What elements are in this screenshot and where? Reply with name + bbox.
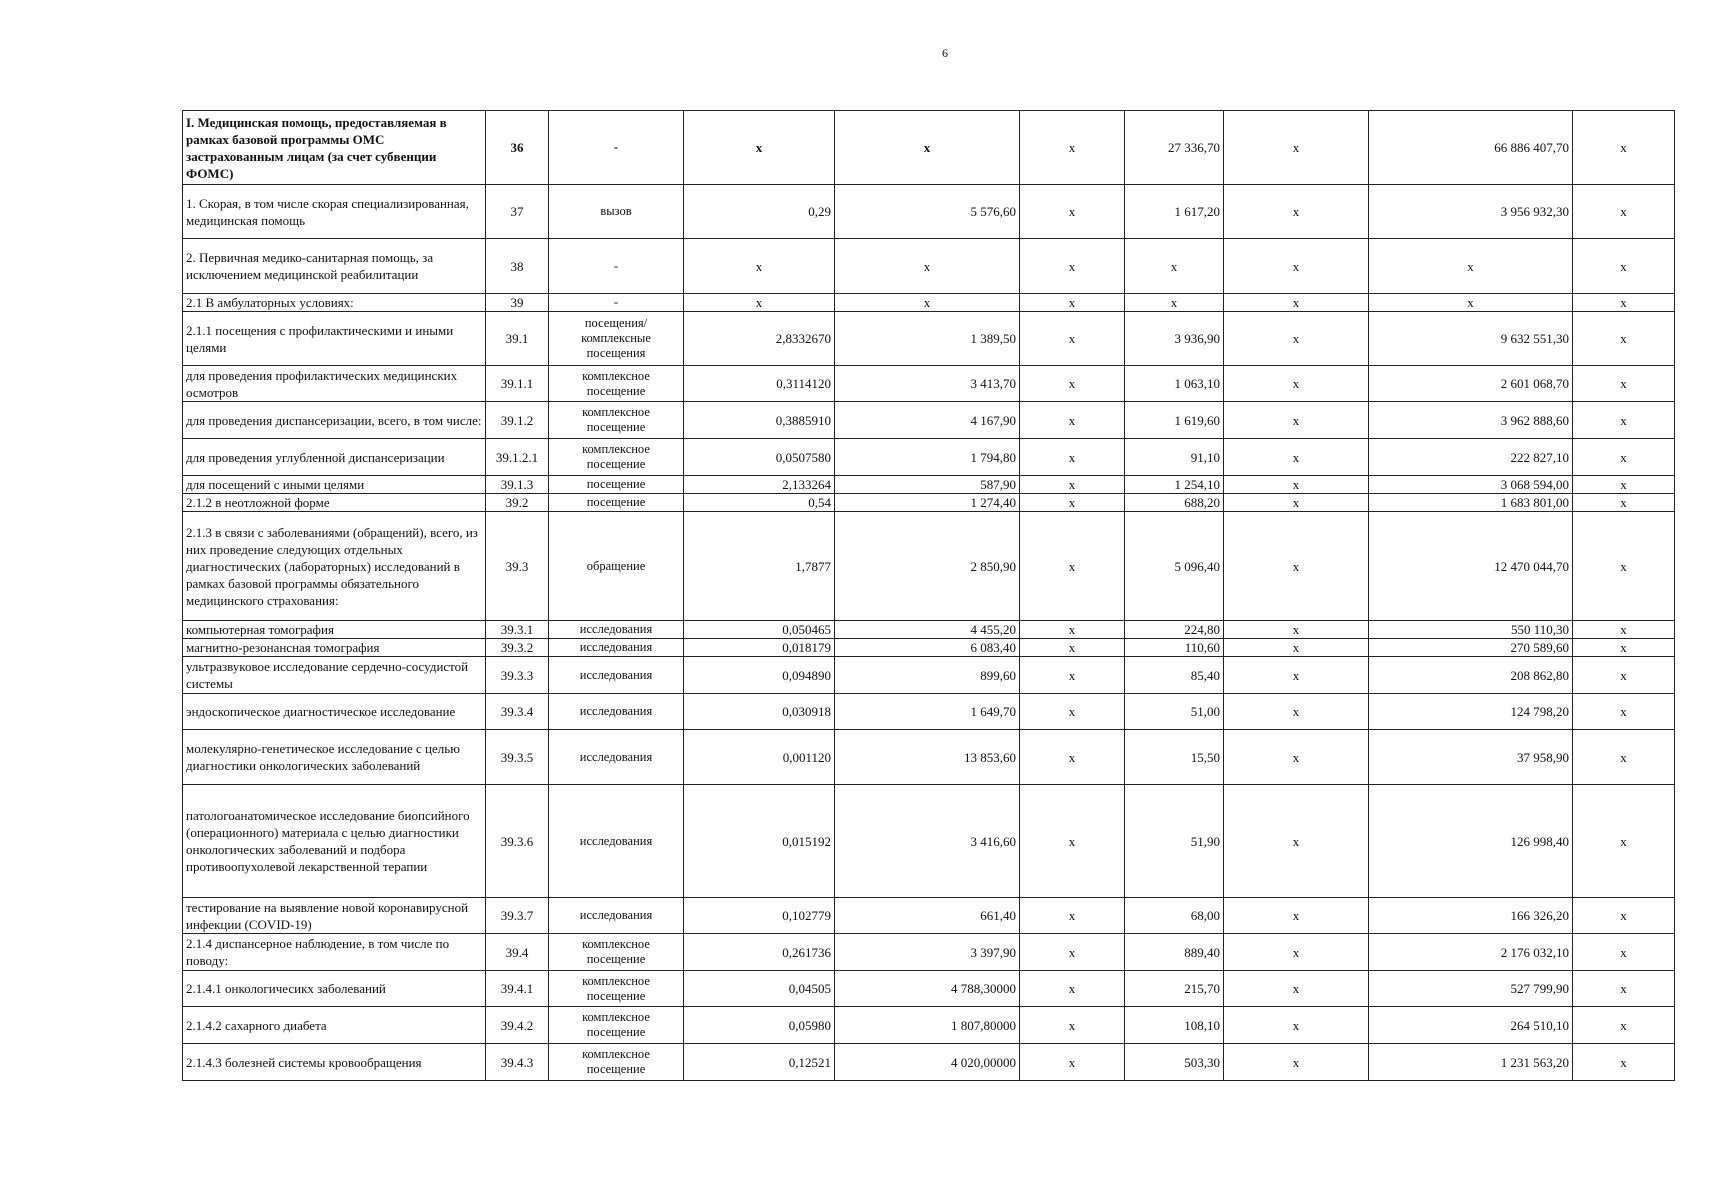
cell-row-number: 37 [486, 185, 549, 239]
cell-unit: исследования [549, 657, 684, 694]
cell-budget-total: x [1224, 1044, 1369, 1081]
cell-name: 2.1.4.3 болезней системы кровообращения [183, 1044, 486, 1081]
cell-budget-per-capita: x [1020, 366, 1125, 402]
cell-oms-total: 12 470 044,70 [1369, 512, 1573, 621]
cell-name: 2.1.4 диспансерное наблюдение, в том числе по поводу: [183, 934, 486, 971]
cell-budget-per-capita: x [1020, 512, 1125, 621]
cell-share: x [1573, 657, 1675, 694]
table-row [183, 476, 1675, 494]
cell-name: для проведения диспансеризации, всего, в том числе: [183, 402, 486, 439]
cell-oms-total: 3 962 888,60 [1369, 402, 1573, 439]
cell-name: 2.1.3 в связи с заболеваниями (обращений), всего, из них проведение следующих отдельных диагностических (лабораторных) исследований в рамках базовой программы обязательного медицинского страхования: [183, 512, 486, 621]
cell-unit: - [549, 294, 684, 312]
cell-budget-per-capita: x [1020, 971, 1125, 1007]
cell-budget-per-capita: x [1020, 239, 1125, 294]
cell-budget-per-capita: x [1020, 621, 1125, 639]
cell-budget-total: x [1224, 657, 1369, 694]
cell-row-number: 38 [486, 239, 549, 294]
cell-budget-total: x [1224, 621, 1369, 639]
cell-unit: комплексное посещение [549, 402, 684, 439]
cell-volume-norm: 0,015192 [684, 785, 835, 898]
cell-oms-total: 1 683 801,00 [1369, 494, 1573, 512]
cell-name: тестирование на выявление новой коронавирусной инфекции (COVID-19) [183, 898, 486, 934]
cell-share: x [1573, 294, 1675, 312]
cell-share: x [1573, 402, 1675, 439]
cell-budget-total: x [1224, 730, 1369, 785]
cell-cost-per-unit: 4 020,00000 [835, 1044, 1020, 1081]
cell-cost-per-unit: 2 850,90 [835, 512, 1020, 621]
cell-share: x [1573, 512, 1675, 621]
cell-name: 2.1.1 посещения с профилактическими и иными целями [183, 312, 486, 366]
table-row [183, 494, 1675, 512]
cell-oms-per-capita: 1 619,60 [1125, 402, 1224, 439]
cell-volume-norm: x [684, 111, 835, 185]
cell-row-number: 39.4.2 [486, 1007, 549, 1044]
cell-share: x [1573, 934, 1675, 971]
cell-share: x [1573, 639, 1675, 657]
cell-budget-total: x [1224, 111, 1369, 185]
cell-budget-total: x [1224, 294, 1369, 312]
cell-budget-per-capita: x [1020, 402, 1125, 439]
table-row [183, 439, 1675, 476]
table-row [183, 512, 1675, 621]
cell-name: эндоскопическое диагностическое исследование [183, 694, 486, 730]
cell-budget-per-capita: x [1020, 494, 1125, 512]
table-row [183, 1044, 1675, 1081]
cell-oms-total: 2 601 068,70 [1369, 366, 1573, 402]
cell-name: I. Медицинская помощь, предоставляемая в рамках базовой программы ОМС застрахованным лицам (за счет субвенции ФОМС) [183, 111, 486, 185]
cell-oms-per-capita: 688,20 [1125, 494, 1224, 512]
page-number: 6 [942, 46, 948, 60]
cell-row-number: 39.4.3 [486, 1044, 549, 1081]
cell-row-number: 39.3.6 [486, 785, 549, 898]
cell-budget-per-capita: x [1020, 639, 1125, 657]
cell-share: x [1573, 898, 1675, 934]
cell-name: ультразвуковое исследование сердечно-сосудистой системы [183, 657, 486, 694]
cell-volume-norm: 0,12521 [684, 1044, 835, 1081]
cell-row-number: 39.3.1 [486, 621, 549, 639]
cell-budget-total: x [1224, 239, 1369, 294]
cell-name: 2.1 В амбулаторных условиях: [183, 294, 486, 312]
cell-oms-per-capita: 224,80 [1125, 621, 1224, 639]
cell-row-number: 39.3.4 [486, 694, 549, 730]
cell-budget-total: x [1224, 439, 1369, 476]
cell-budget-per-capita: x [1020, 730, 1125, 785]
cell-unit: - [549, 111, 684, 185]
cell-volume-norm: 0,102779 [684, 898, 835, 934]
cell-oms-total: 9 632 551,30 [1369, 312, 1573, 366]
cell-oms-per-capita: 68,00 [1125, 898, 1224, 934]
table-row [183, 1007, 1675, 1044]
cell-budget-total: x [1224, 312, 1369, 366]
cell-name: компьютерная томография [183, 621, 486, 639]
cell-row-number: 39.1 [486, 312, 549, 366]
cell-unit: исследования [549, 694, 684, 730]
cell-unit: - [549, 239, 684, 294]
table-row [183, 111, 1675, 185]
cell-row-number: 39.2 [486, 494, 549, 512]
cell-cost-per-unit: 587,90 [835, 476, 1020, 494]
cell-cost-per-unit: 1 794,80 [835, 439, 1020, 476]
cell-share: x [1573, 439, 1675, 476]
cell-unit: комплексное посещение [549, 934, 684, 971]
cell-unit: комплексное посещение [549, 1007, 684, 1044]
cell-row-number: 39 [486, 294, 549, 312]
cell-oms-total: 2 176 032,10 [1369, 934, 1573, 971]
cell-unit: посещение [549, 494, 684, 512]
cell-oms-total: x [1369, 239, 1573, 294]
cell-name: для посещений с иными целями [183, 476, 486, 494]
cell-volume-norm: 0,54 [684, 494, 835, 512]
cell-share: x [1573, 730, 1675, 785]
tariff-table [182, 110, 1675, 1081]
cell-oms-total: 1 231 563,20 [1369, 1044, 1573, 1081]
cell-volume-norm: 1,7877 [684, 512, 835, 621]
cell-name: 2. Первичная медико-санитарная помощь, за исключением медицинской реабилитации [183, 239, 486, 294]
table-row [183, 730, 1675, 785]
cell-row-number: 39.1.1 [486, 366, 549, 402]
cell-budget-per-capita: x [1020, 294, 1125, 312]
cell-share: x [1573, 111, 1675, 185]
cell-budget-total: x [1224, 785, 1369, 898]
cell-cost-per-unit: 1 274,40 [835, 494, 1020, 512]
cell-share: x [1573, 494, 1675, 512]
cell-oms-total: 3 068 594,00 [1369, 476, 1573, 494]
cell-budget-per-capita: x [1020, 1007, 1125, 1044]
cell-name: патологоанатомическое исследование биопсийного (операционного) материала с целью диагностики онкологических заболеваний и подбора противоопухолевой лекарственной терапии [183, 785, 486, 898]
cell-oms-total: x [1369, 294, 1573, 312]
cell-cost-per-unit: 3 397,90 [835, 934, 1020, 971]
cell-unit: обращение [549, 512, 684, 621]
cell-oms-per-capita: 503,30 [1125, 1044, 1224, 1081]
cell-budget-per-capita: x [1020, 476, 1125, 494]
cell-volume-norm: 0,050465 [684, 621, 835, 639]
cell-budget-total: x [1224, 366, 1369, 402]
cell-budget-per-capita: x [1020, 439, 1125, 476]
cell-budget-per-capita: x [1020, 934, 1125, 971]
cell-oms-total: 550 110,30 [1369, 621, 1573, 639]
cell-share: x [1573, 239, 1675, 294]
cell-cost-per-unit: 3 413,70 [835, 366, 1020, 402]
cell-name: 2.1.2 в неотложной форме [183, 494, 486, 512]
cell-oms-total: 37 958,90 [1369, 730, 1573, 785]
cell-oms-per-capita: 51,00 [1125, 694, 1224, 730]
cell-share: x [1573, 1044, 1675, 1081]
cell-cost-per-unit: 6 083,40 [835, 639, 1020, 657]
cell-cost-per-unit: 4 788,30000 [835, 971, 1020, 1007]
cell-budget-total: x [1224, 476, 1369, 494]
cell-budget-per-capita: x [1020, 111, 1125, 185]
cell-volume-norm: 0,261736 [684, 934, 835, 971]
cell-volume-norm: 2,133264 [684, 476, 835, 494]
cell-oms-total: 222 827,10 [1369, 439, 1573, 476]
cell-budget-total: x [1224, 185, 1369, 239]
cell-name: магнитно-резонансная томография [183, 639, 486, 657]
cell-oms-per-capita: 27 336,70 [1125, 111, 1224, 185]
cell-unit: исследования [549, 621, 684, 639]
cell-name: молекулярно-генетическое исследование с целью диагностики онкологических заболеваний [183, 730, 486, 785]
cell-cost-per-unit: x [835, 111, 1020, 185]
cell-budget-per-capita: x [1020, 185, 1125, 239]
cell-unit: вызов [549, 185, 684, 239]
cell-cost-per-unit: x [835, 294, 1020, 312]
cell-volume-norm: 0,0507580 [684, 439, 835, 476]
cell-share: x [1573, 366, 1675, 402]
cell-budget-per-capita: x [1020, 898, 1125, 934]
cell-share: x [1573, 785, 1675, 898]
table-row [183, 785, 1675, 898]
cell-row-number: 39.3.7 [486, 898, 549, 934]
cell-share: x [1573, 621, 1675, 639]
cell-cost-per-unit: 661,40 [835, 898, 1020, 934]
cell-oms-per-capita: 110,60 [1125, 639, 1224, 657]
table-row [183, 185, 1675, 239]
cell-oms-per-capita: 1 063,10 [1125, 366, 1224, 402]
cell-share: x [1573, 476, 1675, 494]
cell-budget-total: x [1224, 402, 1369, 439]
cell-oms-per-capita: 1 617,20 [1125, 185, 1224, 239]
cell-volume-norm: 2,8332670 [684, 312, 835, 366]
cell-oms-total: 166 326,20 [1369, 898, 1573, 934]
table-row [183, 402, 1675, 439]
cell-name: для проведения углубленной диспансеризации [183, 439, 486, 476]
table-row [183, 898, 1675, 934]
cell-budget-total: x [1224, 971, 1369, 1007]
cell-cost-per-unit: 3 416,60 [835, 785, 1020, 898]
cell-cost-per-unit: 5 576,60 [835, 185, 1020, 239]
cell-unit: исследования [549, 898, 684, 934]
cell-unit: комплексное посещение [549, 366, 684, 402]
cell-volume-norm: 0,001120 [684, 730, 835, 785]
cell-budget-total: x [1224, 494, 1369, 512]
cell-oms-per-capita: 51,90 [1125, 785, 1224, 898]
cell-budget-total: x [1224, 1007, 1369, 1044]
cell-unit: комплексное посещение [549, 1044, 684, 1081]
cell-budget-per-capita: x [1020, 657, 1125, 694]
cell-cost-per-unit: 899,60 [835, 657, 1020, 694]
cell-row-number: 39.1.3 [486, 476, 549, 494]
cell-unit: комплексное посещение [549, 971, 684, 1007]
cell-oms-total: 270 589,60 [1369, 639, 1573, 657]
cell-budget-per-capita: x [1020, 312, 1125, 366]
table-row [183, 971, 1675, 1007]
cell-cost-per-unit: 1 807,80000 [835, 1007, 1020, 1044]
cell-row-number: 39.3.2 [486, 639, 549, 657]
cell-budget-total: x [1224, 512, 1369, 621]
cell-row-number: 36 [486, 111, 549, 185]
cell-cost-per-unit: 13 853,60 [835, 730, 1020, 785]
cell-oms-total: 527 799,90 [1369, 971, 1573, 1007]
cell-row-number: 39.3.5 [486, 730, 549, 785]
cell-oms-per-capita: 3 936,90 [1125, 312, 1224, 366]
cell-volume-norm: 0,018179 [684, 639, 835, 657]
cell-unit: исследования [549, 639, 684, 657]
cell-volume-norm: 0,29 [684, 185, 835, 239]
cell-name: 1. Скорая, в том числе скорая специализированная, медицинская помощь [183, 185, 486, 239]
cell-unit: посещения/комплексные посещения [549, 312, 684, 366]
table-row [183, 294, 1675, 312]
cell-oms-per-capita: 91,10 [1125, 439, 1224, 476]
cell-share: x [1573, 694, 1675, 730]
cell-oms-per-capita: 15,50 [1125, 730, 1224, 785]
cell-name: для проведения профилактических медицинских осмотров [183, 366, 486, 402]
cell-oms-total: 264 510,10 [1369, 1007, 1573, 1044]
table-row [183, 366, 1675, 402]
cell-oms-per-capita: x [1125, 294, 1224, 312]
cell-cost-per-unit: 4 455,20 [835, 621, 1020, 639]
table-row [183, 934, 1675, 971]
cell-oms-per-capita: 5 096,40 [1125, 512, 1224, 621]
cell-volume-norm: 0,05980 [684, 1007, 835, 1044]
cell-oms-per-capita: 108,10 [1125, 1007, 1224, 1044]
cell-volume-norm: 0,3114120 [684, 366, 835, 402]
cell-row-number: 39.3.3 [486, 657, 549, 694]
cell-volume-norm: x [684, 294, 835, 312]
cell-budget-total: x [1224, 934, 1369, 971]
cell-oms-per-capita: 85,40 [1125, 657, 1224, 694]
cell-share: x [1573, 1007, 1675, 1044]
cell-oms-total: 3 956 932,30 [1369, 185, 1573, 239]
cell-cost-per-unit: x [835, 239, 1020, 294]
cell-volume-norm: x [684, 239, 835, 294]
cell-name: 2.1.4.1 онкологичесикх заболеваний [183, 971, 486, 1007]
cell-volume-norm: 0,094890 [684, 657, 835, 694]
cell-volume-norm: 0,3885910 [684, 402, 835, 439]
cell-oms-per-capita: 1 254,10 [1125, 476, 1224, 494]
cell-budget-per-capita: x [1020, 694, 1125, 730]
cell-oms-total: 208 862,80 [1369, 657, 1573, 694]
cell-share: x [1573, 185, 1675, 239]
cell-share: x [1573, 971, 1675, 1007]
cell-oms-total: 124 798,20 [1369, 694, 1573, 730]
cell-row-number: 39.4 [486, 934, 549, 971]
cell-oms-per-capita: x [1125, 239, 1224, 294]
cell-share: x [1573, 312, 1675, 366]
cell-cost-per-unit: 1 389,50 [835, 312, 1020, 366]
cell-unit: исследования [549, 730, 684, 785]
table-row [183, 639, 1675, 657]
cell-name: 2.1.4.2 сахарного диабета [183, 1007, 486, 1044]
cell-unit: посещение [549, 476, 684, 494]
cell-oms-total: 66 886 407,70 [1369, 111, 1573, 185]
cell-cost-per-unit: 4 167,90 [835, 402, 1020, 439]
cell-row-number: 39.3 [486, 512, 549, 621]
table-row [183, 621, 1675, 639]
table-row [183, 239, 1675, 294]
table-row [183, 694, 1675, 730]
cell-budget-per-capita: x [1020, 785, 1125, 898]
cell-budget-total: x [1224, 639, 1369, 657]
cell-row-number: 39.4.1 [486, 971, 549, 1007]
cell-oms-per-capita: 889,40 [1125, 934, 1224, 971]
cell-row-number: 39.1.2.1 [486, 439, 549, 476]
cell-oms-per-capita: 215,70 [1125, 971, 1224, 1007]
cell-unit: комплексное посещение [549, 439, 684, 476]
cell-unit: исследования [549, 785, 684, 898]
cell-volume-norm: 0,030918 [684, 694, 835, 730]
cell-budget-total: x [1224, 694, 1369, 730]
table-body [183, 111, 1675, 1081]
cell-oms-total: 126 998,40 [1369, 785, 1573, 898]
cell-budget-total: x [1224, 898, 1369, 934]
table-row [183, 657, 1675, 694]
cell-budget-per-capita: x [1020, 1044, 1125, 1081]
table-row [183, 312, 1675, 366]
cell-cost-per-unit: 1 649,70 [835, 694, 1020, 730]
cell-volume-norm: 0,04505 [684, 971, 835, 1007]
cell-row-number: 39.1.2 [486, 402, 549, 439]
